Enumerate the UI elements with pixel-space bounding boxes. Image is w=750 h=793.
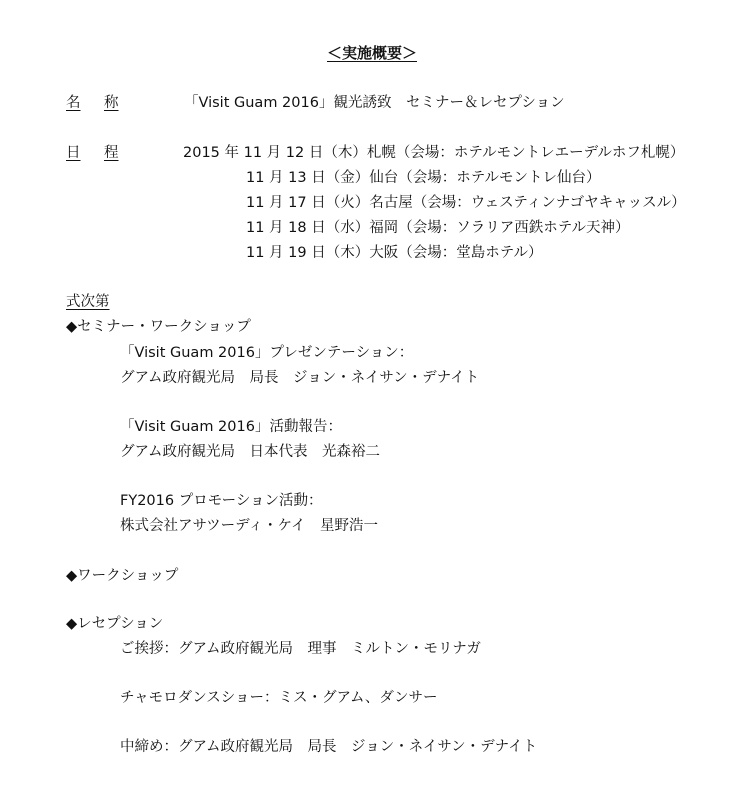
schedule-label-char-1: 日 — [66, 145, 81, 161]
reception-item: 中締め：グアム政府観光局 局長 ジョン・ネイサン・デナイト — [120, 739, 538, 755]
seminar-item-speaker: グアム政府観光局 日本代表 光森裕二 — [120, 444, 380, 460]
schedule-label-char-2: 程 — [104, 145, 119, 161]
reception-item: ご挨拶：グアム政府観光局 理事 ミルトン・モリナガ — [120, 641, 481, 657]
schedule-row: 11 月 13 日（金）仙台（会場：ホテルモントレ仙台） — [246, 170, 601, 186]
name-label-char-2: 称 — [104, 95, 119, 111]
workshop-heading: ◆ワークショップ — [66, 568, 179, 584]
name-value: 「Visit Guam 2016」観光誘致 セミナー＆レセプション — [184, 95, 565, 111]
seminar-item-title: FY2016 プロモーション活動： — [120, 493, 323, 509]
reception-heading: ◆レセプション — [66, 616, 164, 632]
page-title: ＜実施概要＞ — [327, 44, 418, 62]
schedule-row: 11 月 18 日（水）福岡（会場：ソラリア西鉄ホテル天神） — [246, 220, 630, 236]
seminar-item-title: 「Visit Guam 2016」活動報告： — [120, 419, 342, 435]
name-label-char-1: 名 — [66, 95, 81, 111]
program-heading: 式次第 — [66, 294, 110, 310]
schedule-row: 11 月 19 日（木）大阪（会場：堂島ホテル） — [246, 245, 543, 261]
seminar-item-speaker: グアム政府観光局 局長 ジョン・ネイサン・デナイト — [120, 370, 480, 386]
schedule-row: 2015 年 11 月 12 日（木）札幌（会場：ホテルモントレエーデルホフ札幌） — [183, 145, 685, 161]
seminar-item-speaker: 株式会社アサツーディ・ケイ 星野浩一 — [120, 518, 378, 534]
seminar-heading: ◆セミナー・ワークショップ — [66, 319, 251, 335]
seminar-item-title: 「Visit Guam 2016」プレゼンテーション： — [120, 345, 414, 361]
schedule-row: 11 月 17 日（火）名古屋（会場：ウェスティンナゴヤキャッスル） — [246, 195, 686, 211]
reception-item: チャモロダンスショー：ミス・グアム、ダンサー — [120, 690, 438, 706]
